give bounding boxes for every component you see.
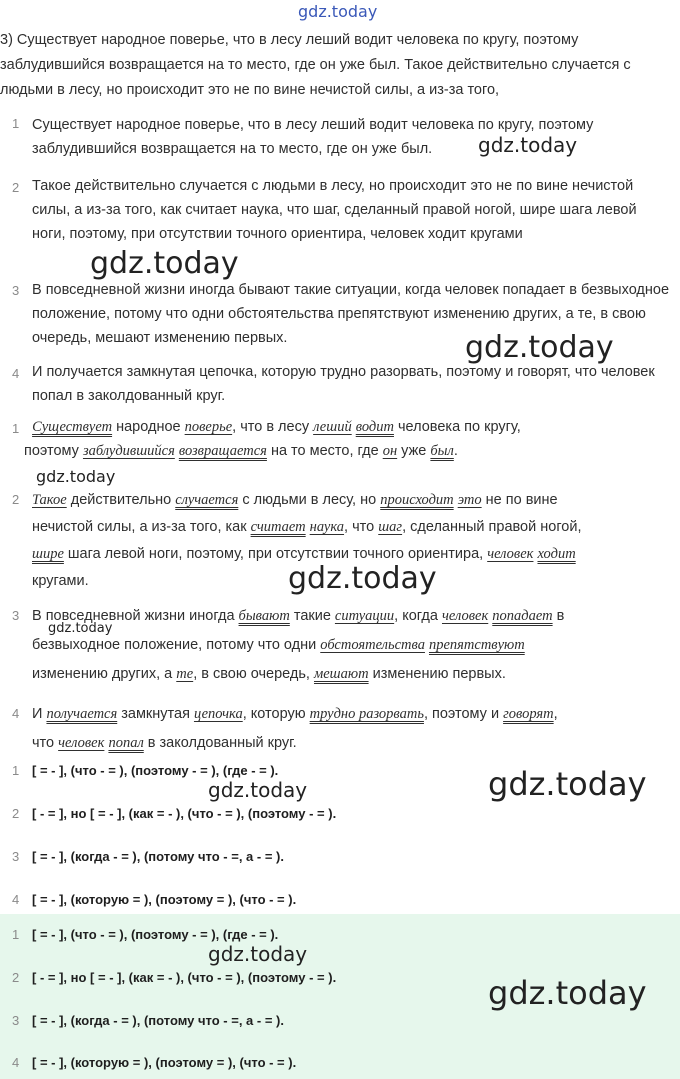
subject: леший (313, 419, 352, 435)
text: , (232, 419, 237, 435)
text: шага левой ноги, поэтому, при отсутствии точного ориентира, (63, 546, 488, 562)
predicate: происходит (380, 492, 454, 508)
text: , (553, 706, 558, 722)
scheme-3: [ = - ], (когда - = ), (потому что - =, а - = ). (32, 849, 284, 864)
item-number: 2 (12, 970, 20, 985)
subject: обстоятельства (320, 637, 425, 653)
text: не по вине (481, 492, 558, 508)
scheme-2: [ - = ], но [ = - ], (как = - ), (что - = ), (поэтому - = ). (32, 806, 337, 821)
scheme-1: [ = - ], (что - = ), (поэтому - = ), (где - = ). (32, 927, 279, 942)
item-number: 1 (12, 421, 20, 436)
text: что (32, 735, 59, 751)
plain-sentence-4: И получается замкнутая цепочка, которую трудно разорвать, поэтому и говорят, что человек попал в заколдованный круг. (32, 364, 655, 404)
parsed-sentence-1 (24, 415, 664, 463)
item-number: 3 (12, 283, 20, 298)
text: , поэтому и (423, 706, 504, 722)
text: человека по кругу, (393, 419, 521, 435)
predicate: получается (46, 706, 118, 722)
watermark: gdz.today (208, 778, 308, 802)
subject: поверье (184, 419, 233, 435)
item-number: 2 (12, 806, 20, 821)
text: с людьми в лесу, но (238, 492, 381, 508)
text: народное (112, 419, 185, 435)
predicate: бывают (238, 608, 290, 624)
watermark: gdz.today (465, 330, 614, 365)
item-number: 1 (12, 927, 20, 942)
watermark: gdz.today (208, 942, 308, 966)
text: безвыходное положение, потому что одни (32, 637, 321, 653)
text: кругами. (32, 573, 89, 589)
text: уже (397, 443, 431, 459)
predicate: мешают (313, 666, 369, 682)
plain-sentence-2: Такое действительно случается с людьми в лесу, но происходит это не по вине нечистой силы, а из-за того, как считает наука, что шаг, сделанный правой ногой, шире шага левой ноги, поэтому, при отсутствии точного ориентира, человек ходит кругами (32, 178, 637, 242)
text: замкнутая (117, 706, 194, 722)
subject: человек (487, 546, 534, 562)
text: нечистой силы, а из-за того, как (32, 519, 251, 535)
subject: заблудившийся (82, 443, 175, 459)
text: что в лесу (236, 419, 314, 435)
item-number: 4 (12, 366, 20, 381)
scheme-4: [ = - ], (которую = ), (поэтому = ), (что - = ). (32, 892, 297, 907)
text: в (552, 608, 565, 624)
text: , сделанный правой ногой, (402, 519, 582, 535)
text: изменению первых. (368, 666, 506, 682)
item-number: 4 (12, 892, 20, 907)
watermark: gdz.today (488, 974, 647, 1012)
subject: наука (309, 519, 345, 535)
subject: те (176, 666, 194, 682)
text: в заколдованный круг. (143, 735, 297, 751)
item-number: 4 (12, 706, 20, 721)
item-number: 2 (12, 492, 20, 507)
predicate: трудно разорвать (309, 706, 424, 722)
text: , что (344, 519, 379, 535)
predicate: шире (32, 546, 64, 562)
predicate: водит (355, 419, 394, 435)
subject: человек (441, 608, 489, 624)
scheme-4: [ = - ], (которую = ), (поэтому = ), (что - = ). (32, 1055, 297, 1070)
parsed-sentence-3 (32, 602, 672, 689)
scheme-3: [ = - ], (когда - = ), (потому что - =, а - = ). (32, 1013, 284, 1028)
predicate: Существует (32, 419, 113, 435)
watermark: gdz.today (488, 765, 647, 803)
predicate: считает (250, 519, 306, 535)
subject: шаг (378, 519, 403, 535)
subject: Такое (32, 492, 67, 508)
predicate: говорят (503, 706, 554, 722)
text: , когда (394, 608, 442, 624)
watermark: gdz.today (478, 133, 578, 157)
item-number: 2 (12, 180, 20, 195)
watermark: gdz.today (48, 621, 113, 636)
subject: человек (58, 735, 105, 751)
item-number: 3 (12, 608, 20, 623)
text: такие (289, 608, 335, 624)
scheme-2: [ - = ], но [ = - ], (как = - ), (что - = ), (поэтому - = ). (32, 970, 337, 985)
text: , которую (242, 706, 310, 722)
text: на то место, где (266, 443, 383, 459)
item-number: 1 (12, 763, 20, 778)
text: , в свою очередь, (193, 666, 314, 682)
text: изменению других, а (32, 666, 177, 682)
subject: он (382, 443, 398, 459)
subject: цепочка (193, 706, 243, 722)
predicate: случается (175, 492, 239, 508)
item-number: 1 (12, 116, 20, 131)
text: В повседневной жизни иногда (32, 608, 239, 624)
item-number: 3 (12, 849, 20, 864)
text: поэтому (24, 443, 83, 459)
text: И (32, 706, 47, 722)
watermark: gdz.today (90, 246, 239, 281)
item-number: 3 (12, 1013, 20, 1028)
item-number: 4 (12, 1055, 20, 1070)
watermark: gdz.today (288, 561, 437, 596)
predicate: попал (108, 735, 144, 751)
text: . (453, 443, 458, 459)
predicate: ходит (537, 546, 576, 562)
subject: ситуации (334, 608, 395, 624)
parsed-sentence-4 (32, 700, 672, 758)
watermark-top: gdz.today (298, 2, 378, 21)
predicate: попадает (492, 608, 553, 624)
text: действительно (66, 492, 176, 508)
predicate: препятствуют (428, 637, 525, 653)
predicate: был (430, 443, 454, 459)
intro-paragraph: 3) Существует народное поверье, что в лесу леший водит человека по кругу, поэтому заблудившийся возвращается на то место, где он уже был. Такое действительно случается с людьми в лесу, но происходит это не по вине нечистой силы, а из-за того, (0, 32, 631, 98)
predicate: возвращается (178, 443, 267, 459)
subject: это (457, 492, 482, 508)
plain-sentence-3: В повседневной жизни иногда бывают такие ситуации, когда человек попадает в безвыходное положение, потому что одни обстоятельства препятствуют изменению других, а те, в свою очередь, мешают изменению первых. (32, 282, 670, 346)
plain-sentence-1: Существует народное поверье, что в лесу леший водит человека по кругу, поэтому заблудившийся возвращается на то место, где он уже был. (32, 117, 594, 157)
scheme-1: [ = - ], (что - = ), (поэтому - = ), (где - = ). (32, 763, 279, 778)
watermark: gdz.today (36, 467, 116, 486)
